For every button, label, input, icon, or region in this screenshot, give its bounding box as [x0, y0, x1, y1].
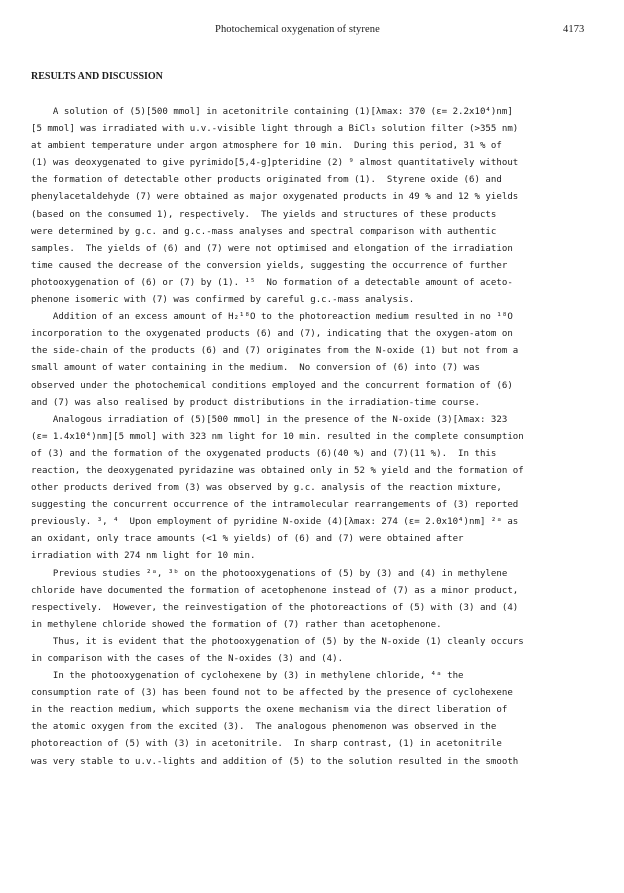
- text-line: [5 mmol] was irradiated with u.v.-visible light through a BiCl₃ solution filter (>355 nm): [31, 124, 519, 135]
- text-line: irradiation with 274 nm light for 10 min.: [31, 551, 256, 562]
- text-line: reaction, the deoxygenated pyridazine was obtained only in 52 % yield and the formation of: [31, 465, 524, 476]
- text-line: of (3) and the formation of the oxygenated products (6)(40 %) and (7)(11 %). In this: [31, 448, 497, 459]
- text-line: phenone isomeric with (7) was confirmed by careful g.c.-mass analysis.: [31, 295, 415, 306]
- text-line: (based on the consumed 1), respectively. The yields and structures of these products: [31, 209, 497, 220]
- text-line: samples. The yields of (6) and (7) were not optimised and elongation of the irradiation: [31, 243, 513, 254]
- text-line: consumption rate of (3) has been found not to be affected by the presence of cyclohexene: [31, 688, 513, 699]
- text-line: in the reaction medium, which supports the oxene mechanism via the direct liberation of: [31, 705, 508, 716]
- text-line: chloride have documented the formation of acetophenone instead of (7) as a minor product,: [31, 585, 519, 596]
- text-line: small amount of water containing in the medium. No conversion of (6) into (7) was: [31, 363, 480, 374]
- text-line: (ε= 1.4x10⁴)nm][5 mmol] with 323 nm light for 10 min. resulted in the complete consumption: [31, 431, 524, 442]
- text-line: Analogous irradiation of (5)[500 mmol] in the presence of the N-oxide (3)[λmax: 323: [31, 414, 508, 425]
- text-line: the side-chain of the products (6) and (7) originates from the N-oxide (1) but not from a: [31, 346, 519, 357]
- text-line: other products derived from (3) was observed by g.c. analysis of the reaction mixture,: [31, 483, 502, 494]
- section-heading: RESULTS AND DISCUSSION: [31, 71, 163, 82]
- text-line: A solution of (5)[500 mmol] in acetonitrile containing (1)[λmax: 370 (ε= 2.2x10⁴)nm]: [31, 107, 513, 117]
- text-line: suggesting the concurrent occurrence of the intramolecular rearrangements of (3) reported: [31, 500, 519, 511]
- text-line: incorporation to the oxygenated products (6) and (7), indicating that the oxygen-atom on: [31, 329, 513, 340]
- text-line: an oxidant, only trace amounts (<1 % yields) of (6) and (7) were obtained after: [31, 534, 464, 545]
- text-line: photoreaction of (5) with (3) in acetonitrile. In sharp contrast, (1) in acetonitrile: [31, 739, 502, 750]
- text-line: photooxygenation of (6) or (7) by (1). ¹⁵ No formation of a detectable amount of aceto-: [31, 277, 513, 288]
- text-line: previously. ³, ⁴ Upon employment of pyridine N-oxide (4)[λmax: 274 (ε= 2.0x10⁴)nm] ²ᵃ as: [31, 517, 519, 528]
- text-line: respectively. However, the reinvestigation of the photoreactions of (5) with (3) and (4): [31, 602, 519, 613]
- text-line: (1) was deoxygenated to give pyrimido[5,4-g]pteridine (2) ⁹ almost quantitatively without: [31, 158, 519, 169]
- text-line: at ambient temperature under argon atmosphere for 10 min. During this period, 31 % of: [31, 141, 502, 152]
- body-text: [31, 104, 597, 771]
- page-number: 4173: [563, 24, 585, 35]
- text-line: phenylacetaldehyde (7) were obtained as major oxygenated products in 49 % and 12 % yields: [31, 192, 519, 203]
- text-line: In the photooxygenation of cyclohexene by (3) in methylene chloride, ⁴ᵃ the: [31, 671, 464, 682]
- text-line: Previous studies ²ᵃ, ³ᵇ on the photooxygenations of (5) by (3) and (4) in methylene: [31, 568, 508, 579]
- text-line: time caused the decrease of the conversion yields, suggesting the occurrence of further: [31, 260, 508, 271]
- text-line: the atomic oxygen from the excited (3). The analogous phenomenon was observed in the: [31, 722, 497, 733]
- text-line: Thus, it is evident that the photooxygenation of (5) by the N-oxide (1) cleanly occurs: [31, 636, 524, 647]
- text-line: was very stable to u.v.-lights and addition of (5) to the solution resulted in the smooth: [31, 756, 519, 767]
- running-title: Photochemical oxygenation of styrene: [215, 24, 380, 35]
- text-line: the formation of detectable other products originated from (1). Styrene oxide (6) and: [31, 175, 502, 186]
- text-line: observed under the photochemical conditions employed and the concurrent formation of (6): [31, 380, 513, 391]
- text-line: were determined by g.c. and g.c.-mass analyses and spectral comparison with authentic: [31, 226, 497, 237]
- text-line: in methylene chloride showed the formation of (7) rather than acetophenone.: [31, 619, 442, 630]
- text-line: in comparison with the cases of the N-oxides (3) and (4).: [31, 654, 344, 664]
- text-line: and (7) was also realised by product distributions in the irradiation-time course.: [31, 397, 480, 408]
- text-line: Addition of an excess amount of H₂¹⁸O to the photoreaction medium resulted in no ¹⁸O: [31, 312, 513, 323]
